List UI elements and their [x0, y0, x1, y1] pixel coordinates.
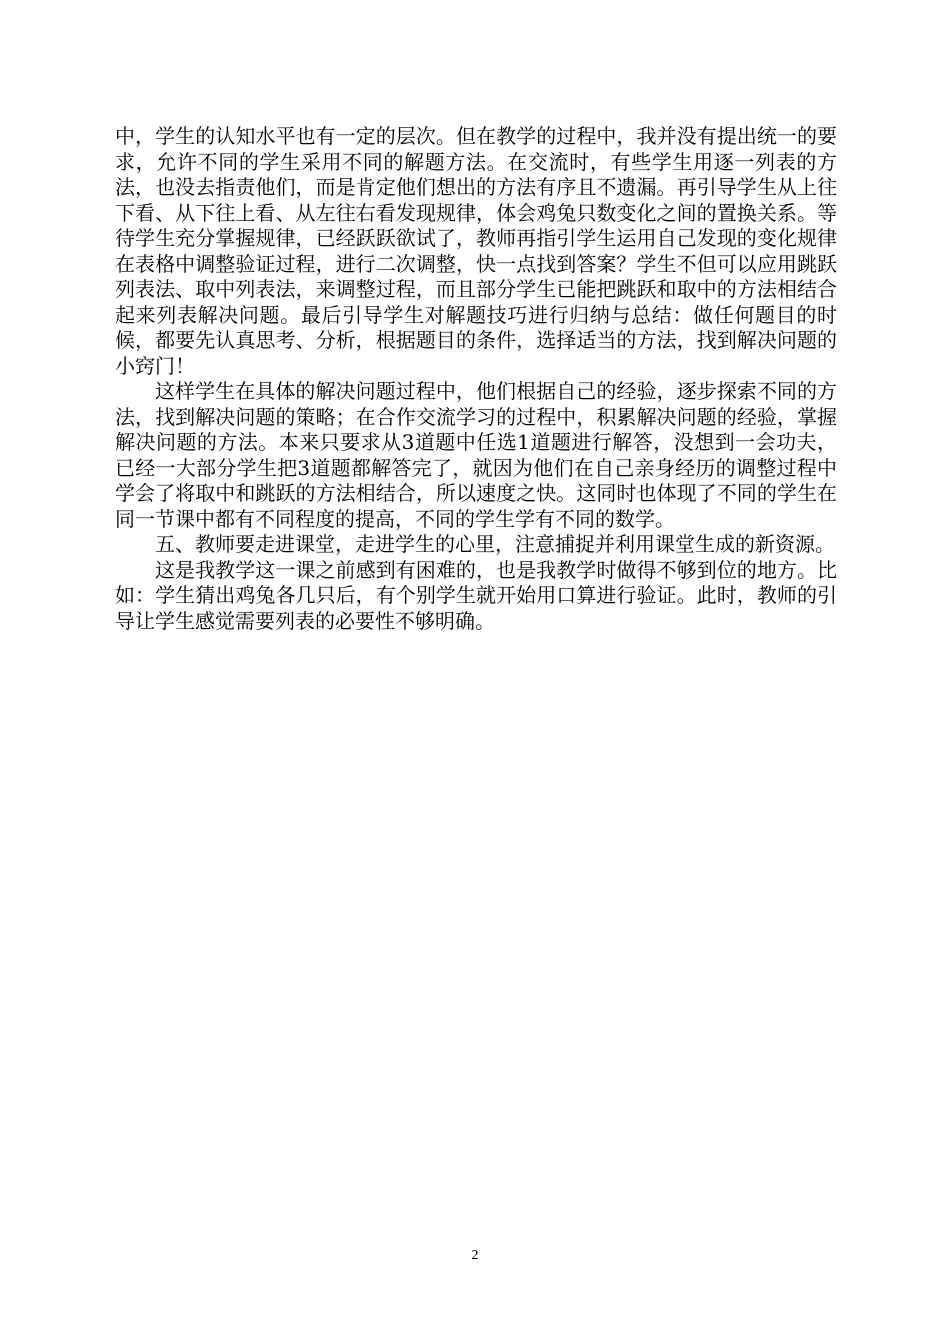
paragraph-strategy: 这样学生在具体的解决问题过程中，他们根据自己的经验，逐步探索不同的方法，找到解决问题的策略；在合作交流学习的过程中，积累解决问题的经验，掌握解决问题的方法。本来只要求从3道题中任选1道题进行解答，没想到一会功夫，已经一大部分学生把3道题都解答完了，就因为他们在自己亲身经历的调整过程中学会了将取中和跳跃的方法相结合，所以速度之快。这同时也体现了不同的学生在同一节课中都有不同程度的提高，不同的学生学有不同的数学。: [115, 379, 837, 531]
document-body: [115, 124, 837, 634]
paragraph-reflection: 这是我教学这一课之前感到有困难的，也是我教学时做得不够到位的地方。比如：学生猜出鸡兔各几只后，有个别学生就开始用口算进行验证。此时，教师的引导让学生感觉需要列表的必要性不够明确。: [115, 557, 837, 633]
section-heading-five: 五、教师要走进课堂，走进学生的心里，注意捕捉并利用课堂生成的新资源。: [155, 532, 835, 556]
paragraph-continuation: 中，学生的认知水平也有一定的层次。但在教学的过程中，我并没有提出统一的要求，允许不同的学生采用不同的解题方法。在交流时，有些学生用逐一列表的方法，也没去指责他们，而是肯定他们想出的方法有序且不遗漏。再引导学生从上往下看、从下往上看、从左往右看发现规律，体会鸡兔只数变化之间的置换关系。等待学生充分掌握规律，已经跃跃欲试了，教师再指引学生运用自己发现的变化规律在表格中调整验证过程，进行二次调整，快一点找到答案？学生不但可以应用跳跃列表法、取中列表法，来调整过程，而且部分学生已能把跳跃和取中的方法相结合起来列表解决问题。最后引导学生对解题技巧进行归纳与总结：做任何题目的时候，都要先认真思考、分析，根据题目的条件，选择适当的方法，找到解决问题的小窍门！: [115, 124, 837, 378]
page-number: 2: [471, 1248, 479, 1263]
